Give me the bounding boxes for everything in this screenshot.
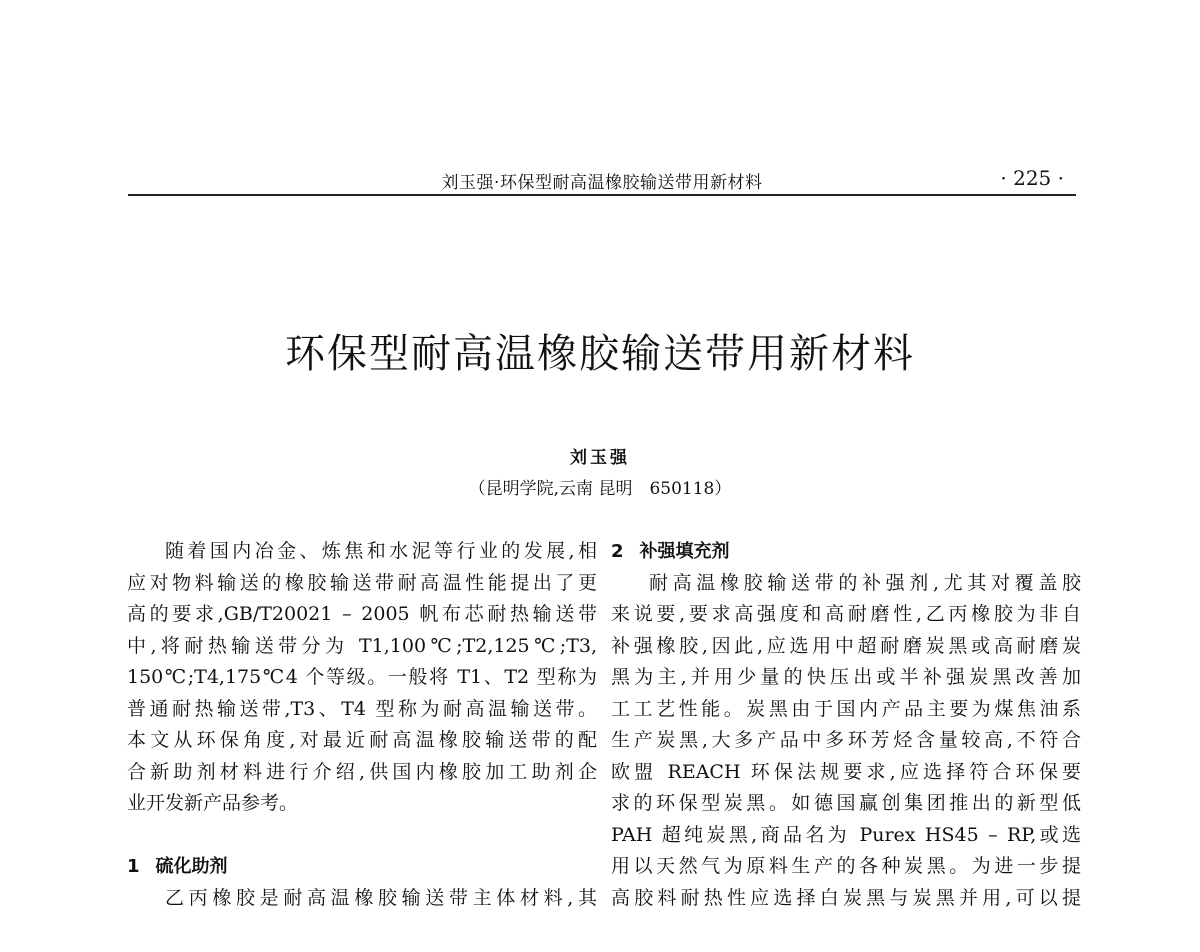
body-line: 随着国内冶金、炼焦和水泥等行业的发展,相 (165, 540, 597, 562)
body-line: 中,将耐热输送带分为 T1,100℃;T2,125℃;T3, (127, 634, 597, 657)
author-affiliation: （昆明学院,云南 昆明 650118） (468, 479, 732, 499)
section-number: 2 (611, 541, 624, 562)
section-heading-2 (611, 536, 1081, 568)
body-line: 工工艺性能。炭黑由于国内产品主要为煤焦油系 (611, 697, 1081, 720)
paragraph-gap (127, 820, 597, 852)
right-column (611, 536, 1081, 914)
body-line: 高胶料耐热性应选择白炭黑与炭黑并用,可以提 (611, 886, 1081, 909)
body-line: 欧盟 REACH 环保法规要求,应选择符合环保要 (611, 760, 1081, 783)
author-name: 刘玉强 (570, 448, 630, 468)
section-title: 补强填充剂 (639, 541, 730, 562)
body-line: 补强橡胶,因此,应选用中超耐磨炭黑或高耐磨炭 (611, 634, 1081, 657)
page-number: · 225 · (1000, 166, 1064, 190)
running-title: 刘玉强·环保型耐高温橡胶输送带用新材料 (441, 173, 763, 193)
body-line: PAH 超纯炭黑,商品名为 Purex HS45 – RP,或选 (611, 823, 1081, 846)
running-header (128, 166, 1076, 196)
section-heading-1 (127, 851, 597, 883)
body-line: 来说要,要求高强度和高耐磨性,乙丙橡胶为非自 (611, 603, 1081, 625)
section-number: 1 (127, 856, 140, 877)
body-line: 150℃;T4,175℃4 个等级。一般将 T1、T2 型称为 (127, 666, 597, 688)
article-title: 环保型耐高温橡胶输送带用新材料 (285, 331, 915, 377)
body-line: 耐高温橡胶输送带的补强剂,尤其对覆盖胶 (649, 571, 1081, 594)
body-line: 合新助剂材料进行介绍,供国内橡胶加工助剂企 (127, 760, 597, 783)
section-title: 硫化助剂 (155, 856, 228, 877)
body-line: 本文从环保角度,对最近耐高温橡胶输送带的配 (127, 729, 597, 751)
body-line: 求的环保型炭黑。如德国赢创集团推出的新型低 (611, 792, 1081, 814)
body-line: 应对物料输送的橡胶输送带耐高温性能提出了更 (127, 571, 597, 594)
body-line: 乙丙橡胶是耐高温橡胶输送带主体材料,其 (165, 886, 597, 909)
body-line: 生产炭黑,大多产品中多环芳烃含量较高,不符合 (611, 729, 1081, 751)
body-line: 用以天然气为原料生产的各种炭黑。为进一步提 (611, 855, 1081, 877)
body-line: 高的要求,GB/T20021 – 2005 帆布芯耐热输送带 (127, 603, 597, 625)
body-line: 业开发新产品参考。 (127, 792, 299, 814)
body-line: 普通耐热输送带,T3、T4 型称为耐高温输送带。 (127, 697, 597, 720)
body-line: 黑为主,并用少量的快压出或半补强炭黑改善加 (611, 666, 1081, 688)
left-column (127, 536, 597, 914)
